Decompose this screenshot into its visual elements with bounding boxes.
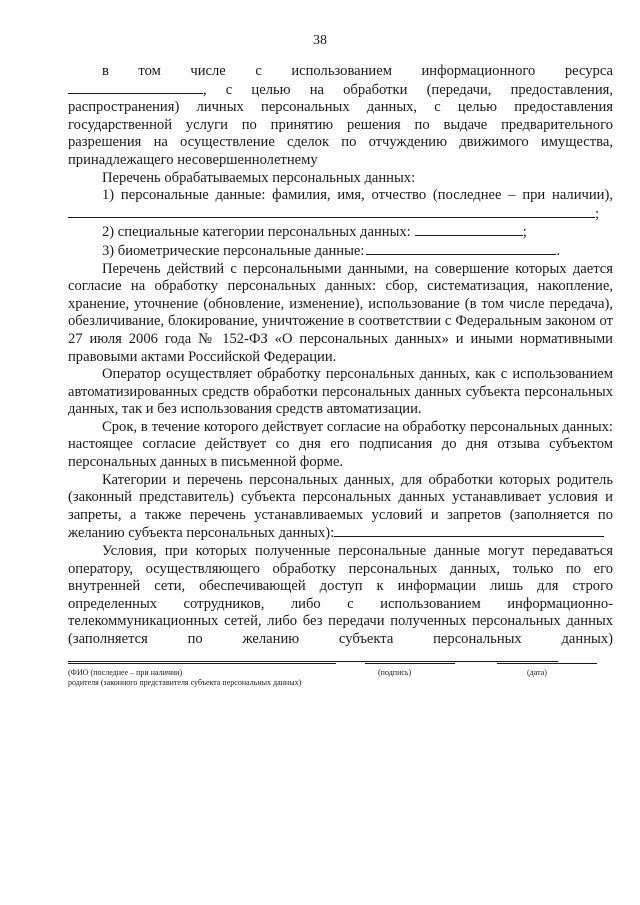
page-number: 38 bbox=[313, 33, 327, 48]
categories-blank[interactable] bbox=[334, 524, 604, 537]
list-item-1-line bbox=[68, 205, 613, 224]
list-intro: Перечень обрабатываемых персональных данных: bbox=[102, 169, 416, 186]
paragraph-actions: Перечень действий с персональными данными, на совершение которых дается согласие на обработку персональных данных: сбор, систематизация, накопление, хранение, уточнение (обновление, изменение), использование (в том числе передача), обезличивание, блокирование, уничтожение в соответствии с Федеральным законом от 27 июля 2006 года № 152-ФЗ «О персональных данных» и иными нормативными правовыми актами Российской Федерации. bbox=[68, 260, 613, 365]
signature-label: (подпись) bbox=[378, 668, 412, 677]
paragraph-consent-line6: принадлежащего несовершеннолетнему bbox=[68, 151, 318, 168]
list-item-3 bbox=[68, 242, 613, 261]
paragraph-consent-line4: государственной услуги по принятию решения по выдаче предварительного bbox=[68, 116, 613, 133]
biometric-blank[interactable] bbox=[366, 242, 556, 255]
conditions-text: Условия, при которых полученные персональные данные могут передаваться оператору, осуществляющего обработку персональных данных, только по его внутренней сети, обеспечивающей доступ к информации лишь для строго определенных сотрудников, либо с использованием информационно-телекоммуникационных сетей, либо без передачи полученных персональных данных (заполняется по желанию субъекта персональных данных) bbox=[68, 543, 613, 647]
item1-end: ; bbox=[595, 205, 600, 222]
item3-end: . bbox=[556, 242, 561, 259]
list-item-2 bbox=[68, 223, 613, 242]
fio-label: (ФИО (последнее – при наличии) bbox=[68, 668, 183, 677]
item3-text: 3) биометрические персональные данные: bbox=[102, 242, 365, 259]
paragraph-conditions bbox=[68, 543, 613, 667]
item2-end: ; bbox=[522, 224, 527, 241]
paragraph-term: Срок, в течение которого действует согласие на обработку персональных данных: настоящее согласие действует со дня его подписания до дня отзыва субъектом персональных данных в письменной форме. bbox=[68, 418, 613, 471]
categories-text: Категории и перечень персональных данных, для обработки которых родитель (законный представитель) субъекта персональных данных устанавливает условия и запреты, а также перечень устанавливаемых условий и запретов (заполняется по желанию субъекта персональных данных): bbox=[68, 471, 613, 542]
item2-text: 2) специальные категории персональных данных: bbox=[102, 224, 411, 241]
paragraph-consent-line3: распространения) личных персональных данных, с целью предоставления bbox=[68, 99, 613, 116]
paragraph-consent-line1: в том числе с использованием информационного ресурса bbox=[102, 63, 613, 79]
fio-label-2: родителя (законного представителя субъекта персональных данных) bbox=[68, 678, 302, 687]
paragraph-categories bbox=[68, 472, 613, 543]
date-label: (дата) bbox=[527, 668, 547, 677]
signature-line[interactable] bbox=[365, 663, 455, 664]
fio-line[interactable] bbox=[68, 663, 336, 664]
conditions-blank[interactable] bbox=[68, 649, 558, 662]
special-categories-blank[interactable] bbox=[415, 223, 523, 236]
paragraph-consent-line2 bbox=[68, 81, 613, 100]
paragraph-consent-line5: разрешения на осуществление сделок по отчуждению движимого имущества, bbox=[68, 134, 613, 151]
list-item-1: 1) персональные данные: фамилия, имя, отчество (последнее – при наличии), bbox=[102, 187, 613, 204]
document-body bbox=[68, 63, 613, 667]
resource-blank[interactable] bbox=[68, 81, 203, 94]
consent-line2-text: , с целью на обработки (передачи, предоставления, bbox=[203, 81, 613, 98]
paragraph-operator: Оператор осуществляет обработку персональных данных, как с использованием автоматизированных средств обработки персональных данных субъекта персональных данных, так и без использования средств автоматизации. bbox=[68, 366, 613, 418]
date-line[interactable] bbox=[497, 663, 597, 664]
personal-data-blank[interactable] bbox=[68, 205, 595, 218]
